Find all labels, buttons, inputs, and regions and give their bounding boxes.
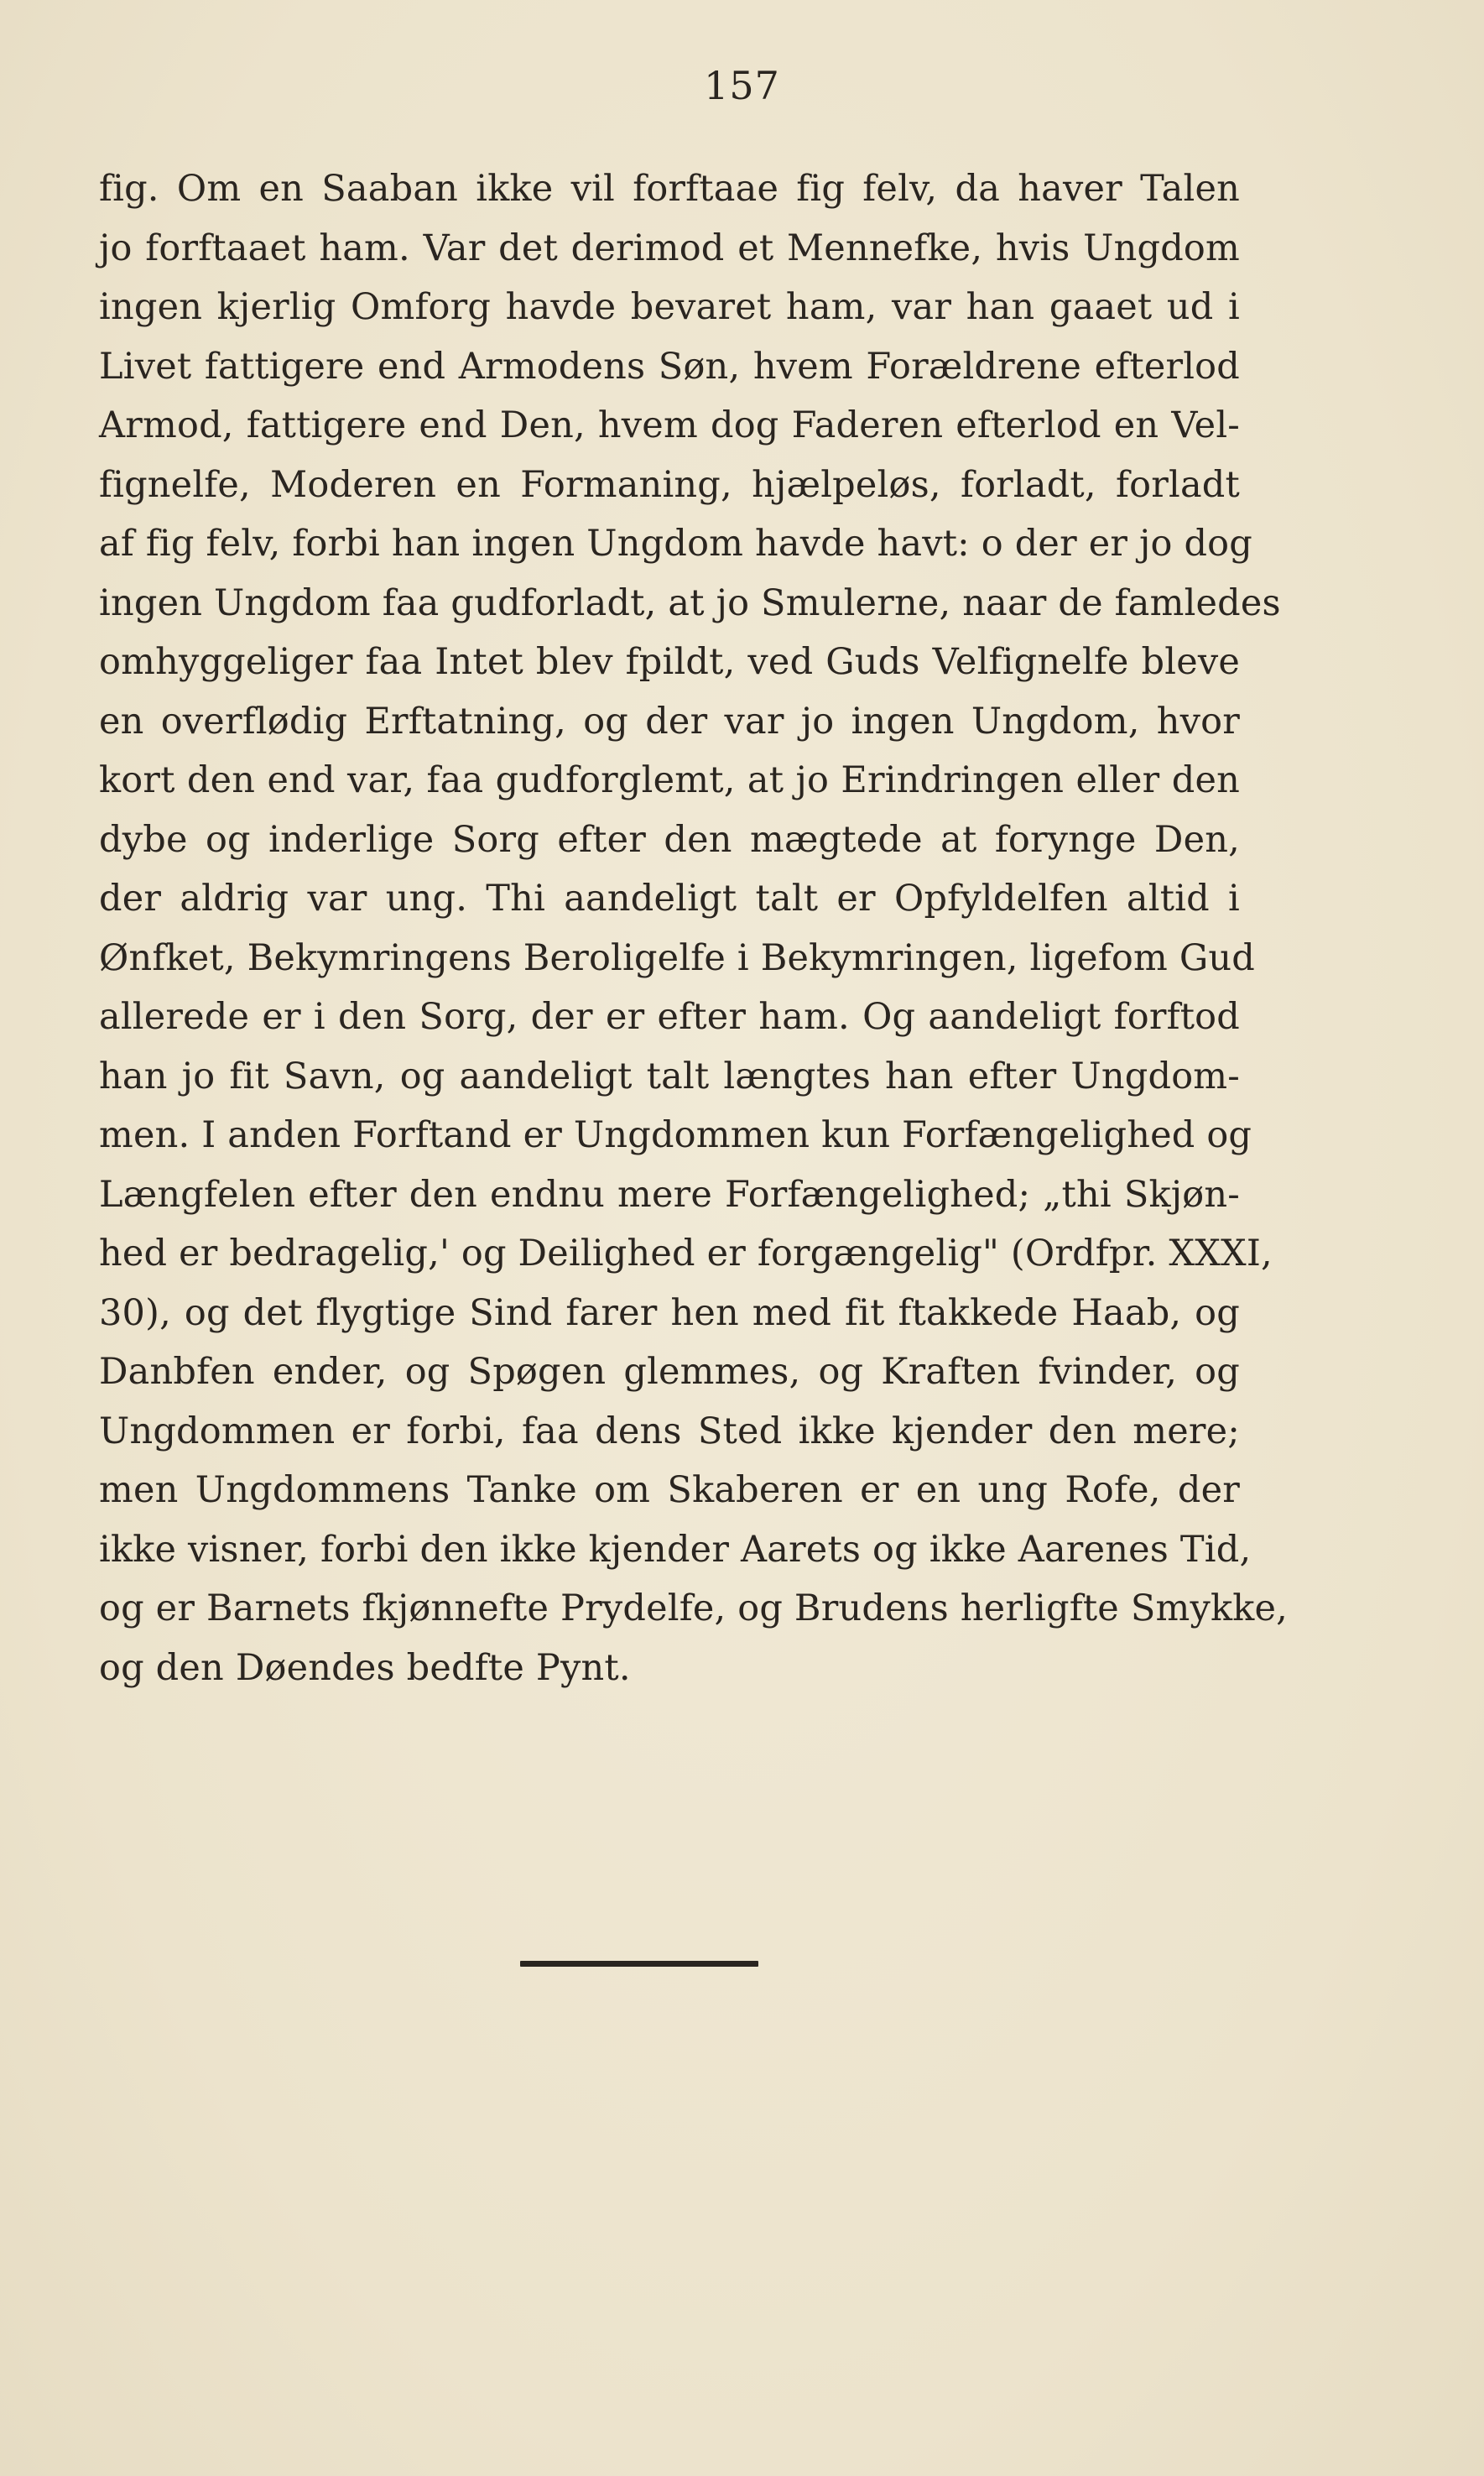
- text-line: Ungdommen er forbi, faa dens Sted ikke kjender den mere;: [99, 1410, 1240, 1452]
- text-line: kort den end var, faa gudforglemt, at jo Erindringen eller den: [99, 759, 1240, 801]
- text-line: hed er bedragelig,' og Deilighed er forgængelig" (Ordfpr. XXXI,: [99, 1233, 1273, 1274]
- text-line: Armod, fattigere end Den, hvem dog Faderen efterlod en Vel-: [99, 404, 1240, 446]
- text-line: han jo fit Savn, og aandeligt talt længtes han efter Ungdom-: [99, 1055, 1240, 1097]
- text-line: fignelfe, Moderen en Formaning, hjælpeløs, forladt, forladt: [99, 463, 1240, 506]
- text-line: dybe og inderlige Sorg efter den mægtede at forynge Den,: [99, 818, 1240, 861]
- text-line: omhyggeliger faa Intet blev fpildt, ved Guds Velfignelfe bleve: [99, 641, 1240, 683]
- text-line: en overflødig Erftatning, og der var jo ingen Ungdom, hvor: [99, 700, 1240, 743]
- body-text: [99, 159, 1288, 1697]
- text-line: allerede er i den Sorg, der er efter ham. Og aandeligt forftod: [99, 996, 1240, 1038]
- text-line: Længfelen efter den endnu mere Forfængelighed; „thi Skjøn-: [99, 1173, 1240, 1216]
- text-line: men. I anden Forftand er Ungdommen kun Forfængelighed og: [99, 1114, 1252, 1156]
- text-line: der aldrig var ung. Thi aandeligt talt er Opfyldelfen altid i: [99, 878, 1240, 920]
- text-line: og den Døendes bedfte Pynt.: [99, 1646, 631, 1689]
- text-line: Livet fattigere end Armodens Søn, hvem Forældrene efterlod: [99, 345, 1240, 388]
- text-line: 30), og det flygtige Sind farer hen med fit ftakkede Haab, og: [99, 1291, 1240, 1334]
- text-line: jo forftaaet ham. Var det derimod et Mennefke, hvis Ungdom: [99, 227, 1240, 269]
- text-line: Ønfket, Bekymringens Beroligelfe i Bekymringen, ligefom Gud: [99, 936, 1255, 979]
- page-number: 157: [704, 63, 780, 108]
- text-line: ikke visner, forbi den ikke kjender Aarets og ikke Aarenes Tid,: [99, 1528, 1252, 1571]
- text-line: ingen kjerlig Omforg havde bevaret ham, var han gaaet ud i: [99, 286, 1240, 328]
- text-line: af fig felv, forbi han ingen Ungdom havde havt: o der er jo dog: [99, 523, 1252, 565]
- text-line: men Ungdommens Tanke om Skaberen er en ung Rofe, der: [99, 1469, 1240, 1511]
- section-divider: [520, 1961, 758, 1967]
- text-line: fig. Om en Saaban ikke vil forftaae fig felv, da haver Talen: [99, 168, 1240, 210]
- text-line: Danbfen ender, og Spøgen glemmes, og Kraften fvinder, og: [99, 1351, 1240, 1393]
- text-line: ingen Ungdom faa gudforladt, at jo Smulerne, naar de famledes: [99, 581, 1281, 624]
- text-line: og er Barnets fkjønnefte Prydelfe, og Brudens herligfte Smykke,: [99, 1587, 1288, 1629]
